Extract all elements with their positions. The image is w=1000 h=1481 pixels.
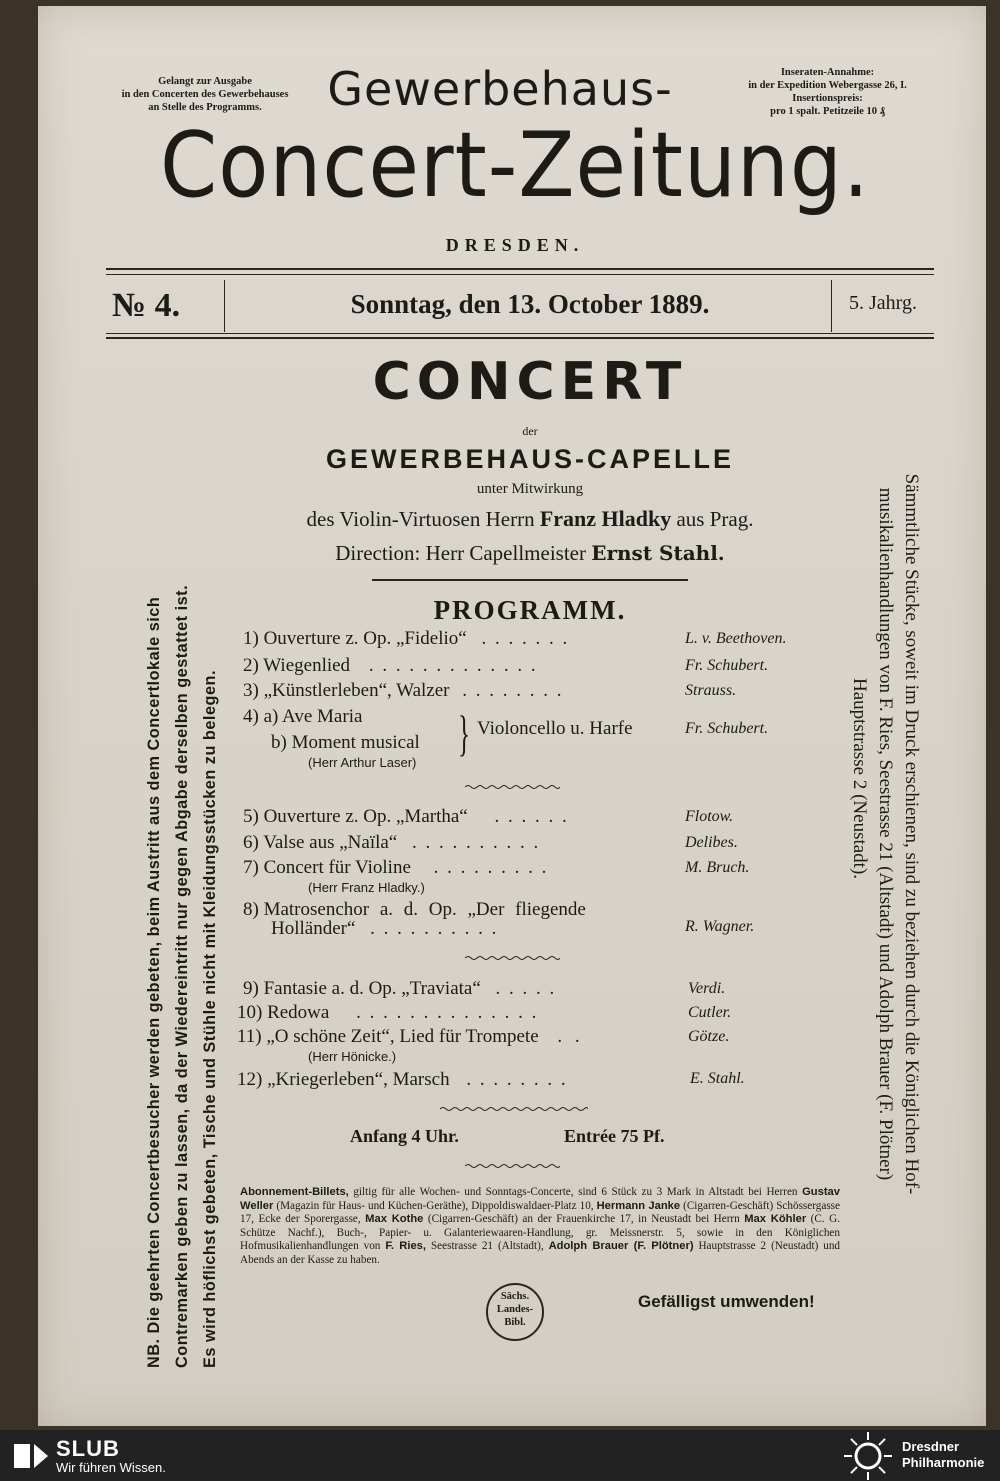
item-composer: L. v. Beethoven.: [685, 630, 787, 647]
item-title: „Künstlerleben“, Walzer: [263, 680, 450, 701]
brace: }: [458, 705, 470, 761]
item-composer: M. Bruch.: [685, 859, 750, 876]
masthead-line1: Gewerbehaus-: [327, 62, 673, 116]
item-number: 7): [243, 857, 259, 878]
soloist-prefix: des Violin-Virtuosen Herrn: [306, 507, 535, 531]
start-time: Anfang 4 Uhr.: [350, 1126, 459, 1146]
item-leader-dots: . . . . . . . .: [462, 680, 564, 701]
header-right-note-line: in der Expedition Webergasse 26, I.: [748, 80, 907, 91]
item-leader-dots: . . . . . . .: [481, 628, 570, 649]
item-title: Concert für Violine: [263, 857, 411, 878]
direction-line: [200, 541, 860, 566]
divider-squiggle: [465, 1163, 560, 1169]
header-left-note-line: an Stelle des Programms.: [148, 102, 262, 113]
programme-item: [237, 1002, 538, 1024]
divider-squiggle: [465, 955, 560, 961]
item-composer: R. Wagner.: [685, 918, 755, 935]
philharmonie-logo-icon: [842, 1430, 894, 1481]
subscription-name: Gustav Weller: [240, 1186, 840, 1212]
soloist-suffix: aus Prag.: [676, 507, 754, 531]
subscription-name: Max Köhler: [744, 1213, 807, 1226]
item-number: 12): [237, 1069, 263, 1090]
subscription-text: Seestrasse 21 (Altstadt),: [426, 1240, 549, 1253]
item-composer: E. Stahl.: [690, 1070, 745, 1087]
programme-heading: PROGRAMM.: [433, 595, 627, 625]
header-right-note-line: Inseraten-Annahme:: [780, 67, 875, 78]
subscription-text: (Cigarren-Geschäft) an der Frauenkirche 17, in Neustadt bei Herrn: [423, 1213, 745, 1226]
item-number: 4): [243, 706, 259, 727]
programme-item: [243, 706, 362, 728]
item-number: 6): [243, 832, 259, 853]
issue-volume: 5. Jahrg.: [849, 292, 917, 314]
soloist-name: Franz Hladky: [539, 506, 672, 531]
item-number: 10): [237, 1002, 263, 1023]
subscription-lead: Abonnement-Billets,: [240, 1186, 349, 1198]
programme-item: [243, 628, 569, 650]
header-left-note: [110, 75, 300, 114]
divider-squiggle: [440, 1106, 588, 1112]
item-title: Fantasie a. d. Op. „Traviata“: [263, 978, 481, 999]
concert-heading: CONCERT: [372, 352, 688, 412]
orchestra-name: GEWERBEHAUS-CAPELLE: [325, 444, 734, 474]
footer-bar: [0, 1430, 1000, 1481]
direction-prefix: Direction: Herr Capellmeister: [335, 541, 586, 565]
item-title: „Kriegerleben“, Marsch: [267, 1069, 450, 1090]
item-composer: Delibes.: [685, 834, 738, 851]
top-rule: [106, 268, 934, 270]
stamp-line: Sächs.: [500, 1291, 530, 1302]
item-number: 11): [237, 1026, 262, 1047]
masthead-line2: Concert-Zeitung.: [160, 113, 870, 218]
item-composer: Strauss.: [685, 682, 737, 699]
item-leader-dots: . . . . . . . . . .: [370, 918, 499, 939]
item-composer: Götze.: [688, 1028, 730, 1045]
item-composer: Fr. Schubert.: [685, 720, 769, 737]
item-number: 8): [243, 899, 259, 920]
bottom-rule: [106, 337, 934, 339]
item-leader-dots: . . . . . . . . . .: [412, 832, 541, 853]
masthead-city: DRESDEN.: [445, 235, 585, 255]
item-leader-dots: . . . . . . . . . . . . .: [368, 655, 538, 676]
item-title: Wiegenlied: [263, 655, 351, 676]
programme-item-b: b) Moment musical: [271, 732, 420, 753]
footer-tagline: Wir führen Wissen.: [56, 1460, 166, 1475]
subscription-text: (Cigarren-Geschäft) Schössergasse 17, Ecke der Sporergasse,: [240, 1199, 840, 1226]
with-participation: unter Mitwirkung: [476, 481, 584, 497]
header-right-note-line: Insertionspreis:: [792, 93, 863, 104]
side-note-right-line: Hauptstrasse 2 (Neustadt).: [849, 678, 870, 880]
programme-item: [243, 806, 569, 828]
programme-item-b: [271, 918, 498, 940]
programme-item: [237, 1069, 568, 1091]
bar-divider-left: [224, 280, 225, 332]
stamp-line: Landes-: [496, 1304, 534, 1315]
soloist-line: [200, 506, 860, 532]
director-name: Ernst Stahl.: [591, 541, 725, 565]
library-stamp: [486, 1283, 544, 1341]
programme-item: [243, 857, 548, 879]
item-composer: Cutler.: [688, 1004, 732, 1021]
entry-price: Entrée 75 Pf.: [564, 1126, 665, 1146]
item-number: 3): [243, 680, 259, 701]
side-note-right-line: musikalienhandlungen von F. Ries, Seestrasse 21 (Altstadt) und Adolph Brauer (F. Plötner): [875, 487, 896, 1181]
programme-item: [243, 680, 564, 702]
issue-number: № 4.: [112, 287, 181, 324]
programme-item: [243, 978, 556, 1000]
programme-item: [243, 655, 538, 677]
item-number: 1): [243, 628, 259, 649]
item-title: Valse aus „Naïla“: [263, 832, 398, 853]
subscription-name: F. Ries,: [385, 1240, 427, 1253]
item-performer: (Herr Hönicke.): [308, 1049, 397, 1064]
item-leader-dots: . . . . . .: [494, 806, 569, 827]
item-leader-dots: . . . . . . . . .: [433, 857, 549, 878]
subscription-text: (C. G. Schütze Nachf.), Buch-, Papier- u. Galanteriewaaren-Handlung, gr. Meissnerstr. 5, sowie in den Königlichen Hofmusikalienhandlungen von: [240, 1213, 840, 1253]
subscription-text: giltig für alle Wochen- und Sonntags-Concerte, sind 6 Stück zu 3 Mark in Altstadt bei Herren: [348, 1186, 803, 1198]
top-rule-thin: [106, 274, 934, 275]
header-left-note-line: Gelangt zur Ausgabe: [158, 76, 252, 87]
subscription-name: Hermann Janke: [596, 1199, 681, 1212]
header-right-note: [725, 66, 930, 118]
item-number: 2): [243, 655, 259, 676]
concert-divider: [372, 579, 688, 581]
subscription-text: (Magazin für Haus- und Küchen-Geräthe), Dippoldiswaldaer-Platz 10,: [273, 1199, 597, 1212]
side-note-left-line: NB. Die geehrten Concertbesucher werden gebeten, beim Austritt aus dem Concertlokale sich: [145, 596, 163, 1368]
subscription-name: Max Kothe: [365, 1213, 424, 1226]
item-composer: Flotow.: [685, 808, 734, 825]
side-note-left-line: Contremarken geben zu lassen, da der Wiedereintritt nur gegen Abgabe derselben gestattet ist.: [173, 584, 191, 1368]
item-leader-dots: . . . . .: [495, 978, 557, 999]
bar-divider-right: [831, 280, 832, 332]
side-note-left: [140, 585, 224, 1368]
item-leader-dots: . .: [557, 1026, 584, 1047]
item-number: 9): [243, 978, 259, 999]
footer-brand-right-1: Dresdner: [902, 1439, 960, 1454]
subscription-notice: [240, 1186, 840, 1268]
item-composer: Verdi.: [688, 980, 726, 997]
item-title: Ouverture z. Op. „Martha“: [263, 806, 468, 827]
footer-brand-left: SLUB: [56, 1436, 120, 1461]
item-title: a) Ave Maria: [263, 706, 363, 727]
issue-date: Sonntag, den 13. October 1889.: [350, 289, 710, 319]
programme-item: [243, 832, 540, 854]
item-title: Matrosenchor a. d. Op. „Der fliegende: [263, 899, 586, 920]
item-title: „O schöne Zeit“, Lied für Trompete: [266, 1026, 539, 1047]
subscription-text: Hauptstrasse 2 (Neustadt) und Abends an der Kasse zu haben.: [240, 1240, 841, 1266]
slub-logo-icon: [12, 1440, 50, 1472]
item-bracket-text: Violoncello u. Harfe: [477, 718, 633, 739]
footer-brand-right-2: Philharmonie: [902, 1455, 985, 1470]
subscription-name: Adolph Brauer (F. Plötner): [548, 1240, 694, 1253]
item-performer: (Herr Arthur Laser): [308, 755, 417, 770]
stamp-line: Bibl.: [504, 1317, 526, 1328]
programme-item: [237, 1026, 584, 1048]
item-performer: (Herr Franz Hladky.): [308, 880, 425, 895]
concert-der: der: [522, 424, 538, 438]
side-note-left-line: Es wird höflichst gebeten, Tische und Stühle nicht mit Kleidungsstücken zu belegen.: [201, 670, 219, 1368]
header-right-note-line: pro 1 spalt. Petitzeile 10 ₰: [770, 106, 885, 117]
item-title: Redowa: [267, 1002, 330, 1023]
item-composer: Fr. Schubert.: [685, 657, 769, 674]
bottom-rule-thin: [106, 333, 934, 334]
item-number: 5): [243, 806, 259, 827]
item-leader-dots: . . . . . . . . . . . . . .: [356, 1002, 539, 1023]
item-title: Ouverture z. Op. „Fidelio“: [263, 628, 467, 649]
header-left-note-line: in den Concerten des Gewerbehauses: [121, 89, 289, 100]
please-turn-over: Gefälligst umwenden!: [638, 1292, 815, 1311]
item-title-b: Holländer“: [271, 918, 356, 939]
divider-squiggle: [465, 784, 560, 790]
side-note-right: [846, 378, 924, 1290]
side-note-right-line: Sämmtliche Stücke, soweit im Druck erschienen, sind zu beziehen durch die Königlichen Hof-: [901, 473, 922, 1195]
item-leader-dots: . . . . . . . .: [466, 1069, 568, 1090]
